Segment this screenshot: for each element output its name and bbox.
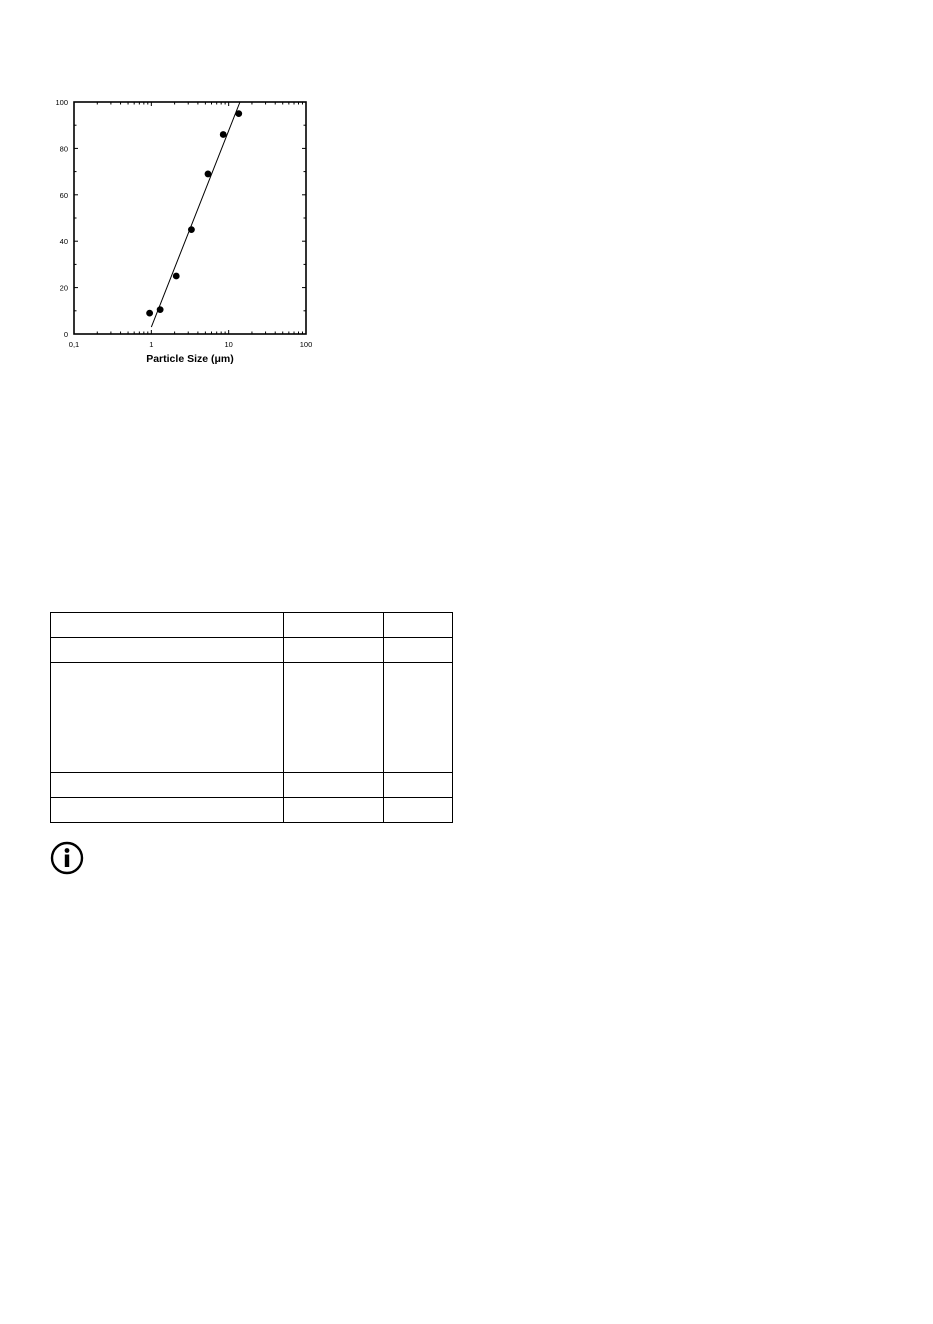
- data-point: [157, 306, 164, 313]
- data-point: [173, 273, 180, 280]
- data-point: [220, 131, 227, 138]
- table-cell: [51, 798, 284, 823]
- particle-size-chart: [0, 0, 360, 380]
- table-cell: [51, 638, 284, 663]
- table-cell: [384, 798, 453, 823]
- x-tick-label: 100: [299, 340, 313, 349]
- table-cell: [51, 613, 284, 638]
- x-tick-label: 1: [149, 340, 154, 349]
- table-row: [51, 613, 453, 638]
- table-row: [51, 638, 453, 663]
- table-row: [51, 663, 453, 773]
- info-icon: [50, 841, 84, 875]
- y-tick-label: 20: [59, 283, 68, 293]
- x-tick-label: 10: [224, 340, 233, 349]
- table-row: [51, 798, 453, 823]
- y-tick-label: 40: [59, 237, 68, 247]
- y-tick-label: 0: [63, 330, 68, 339]
- y-tick-label: 100: [55, 98, 68, 107]
- data-point: [205, 171, 212, 178]
- fit-line: [151, 102, 240, 327]
- table-cell: [384, 638, 453, 663]
- table-cell: [284, 798, 384, 823]
- plot-frame: [74, 102, 306, 334]
- table-cell: [284, 638, 384, 663]
- data-table: [50, 612, 453, 823]
- table-cell: [284, 663, 384, 773]
- x-axis-label: Particle Size (μm): [146, 353, 234, 365]
- y-tick-label: 80: [59, 144, 68, 154]
- table-cell: [384, 663, 453, 773]
- table-cell: [384, 773, 453, 798]
- table-cell: [51, 773, 284, 798]
- table-row: [51, 773, 453, 798]
- table-cell: [284, 773, 384, 798]
- y-tick-label: 60: [59, 190, 68, 200]
- data-point: [188, 226, 195, 233]
- data-point: [146, 310, 153, 317]
- table-cell: [51, 663, 284, 773]
- data-point: [235, 110, 242, 117]
- table-cell: [384, 613, 453, 638]
- table-cell: [284, 613, 384, 638]
- x-tick-label: 0,1: [68, 340, 80, 349]
